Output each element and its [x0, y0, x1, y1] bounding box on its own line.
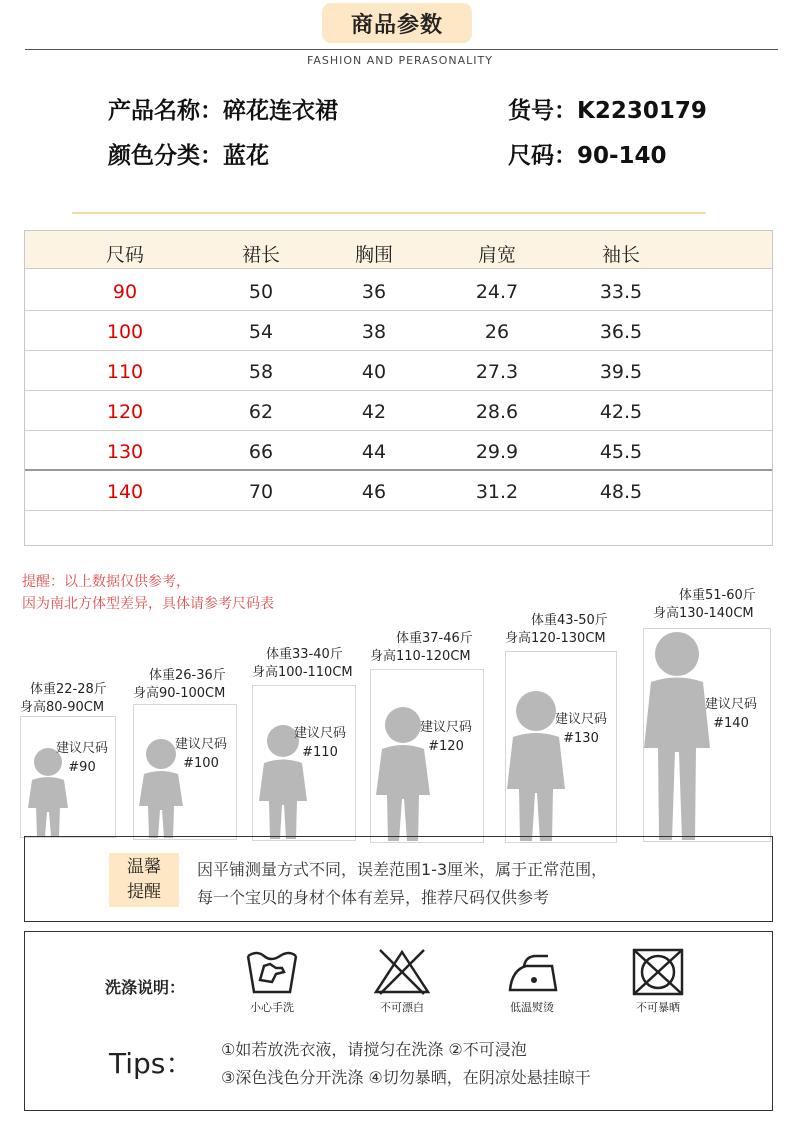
row-size: 120 [106, 401, 144, 423]
section-title: 商品参数 [322, 3, 472, 43]
row-shoulder: 27.3 [475, 361, 519, 383]
no-sun-dry-icon [628, 946, 688, 996]
kid-height: 身高80-90CM [20, 700, 105, 715]
no-bleach-icon [372, 946, 432, 996]
row-shoulder: 29.9 [475, 441, 519, 463]
kid-weight: 体重26-36斤 [149, 668, 226, 683]
wash-label: 小心手洗 [250, 1001, 294, 1014]
kid-suggest-size: #140 [713, 716, 749, 731]
kid-suggest-size: #110 [302, 745, 338, 760]
notice-tag-line-2: 提醒 [127, 882, 161, 902]
kid-suggest-label: 建议尺码 [419, 720, 472, 735]
row-sleeve: 36.5 [599, 321, 643, 343]
kid-weight: 体重22-28斤 [30, 682, 107, 697]
row-shoulder: 31.2 [475, 481, 519, 503]
row-size: 140 [106, 481, 144, 503]
row-size: 100 [106, 321, 144, 343]
kid-height: 身高90-100CM [133, 686, 226, 701]
row-bust: 40 [361, 361, 387, 383]
product-sku: 货号：K2230179 [508, 98, 707, 124]
header-bust: 胸围 [354, 244, 393, 266]
kid-suggest-label: 建议尺码 [554, 712, 607, 727]
kid-suggest-size: #100 [183, 756, 219, 771]
row-size: 110 [106, 361, 144, 383]
child-silhouette-icon [639, 628, 715, 842]
kid-weight: 体重33-40斤 [266, 647, 343, 662]
row-sleeve: 42.5 [599, 401, 643, 423]
wash-item-no-bleach [365, 946, 439, 1015]
table-row [25, 271, 772, 311]
tips-label: Tips： [109, 1047, 194, 1080]
wash-item-no-sun-dry [621, 946, 695, 1015]
wash-label: 低温熨烫 [510, 1001, 554, 1014]
wash-box [24, 931, 773, 1111]
notice-line-2: 每一个宝贝的身材个体有差异，推荐尺码仅供参考 [197, 888, 550, 907]
kid-height: 身高110-120CM [370, 649, 471, 664]
kid-height: 身高130-140CM [653, 606, 754, 621]
header-length: 裙长 [241, 244, 280, 266]
row-sleeve: 33.5 [599, 281, 643, 303]
table-header [25, 231, 772, 269]
row-shoulder: 24.7 [475, 281, 519, 303]
kid-height: 身高100-110CM [252, 665, 353, 680]
kid-suggest-size: #120 [428, 739, 464, 754]
row-length: 54 [248, 321, 274, 343]
row-bust: 38 [361, 321, 387, 343]
wash-label: 不可暴晒 [636, 1001, 680, 1014]
wash-label: 不可漂白 [380, 1001, 424, 1014]
row-size: 90 [112, 281, 138, 303]
reminder-line-2: 因为南北方体型差异，具体请参考尺码表 [22, 596, 274, 612]
kid-weight: 体重51-60斤 [679, 588, 756, 603]
row-size: 130 [106, 441, 144, 463]
tips-line-1: ①如若放洗衣液，请搅匀在洗涤 ②不可浸泡 [221, 1040, 527, 1059]
section-subtitle: FASHION AND PERASONALITY [307, 54, 493, 67]
hand-wash-icon [242, 946, 302, 996]
tips-line-2: ③深色浅色分开洗涤 ④切勿暴晒，在阴凉处悬挂晾干 [221, 1068, 591, 1087]
notice-line-1: 因平铺测量方式不同，误差范围1-3厘米，属于正常范围， [197, 860, 608, 879]
product-size-range: 尺码：90-140 [508, 143, 667, 169]
row-length: 62 [248, 401, 274, 423]
table-row [25, 351, 772, 391]
kid-suggest-label: 建议尺码 [55, 741, 108, 756]
low-iron-icon [502, 946, 562, 996]
row-bust: 42 [361, 401, 387, 423]
kid-suggest-label: 建议尺码 [174, 737, 227, 752]
wash-title: 洗涤说明： [105, 978, 186, 997]
reminder-line-1: 提醒：以上数据仅供参考， [22, 574, 190, 590]
kid-suggest-label: 建议尺码 [704, 697, 757, 712]
row-length: 66 [248, 441, 274, 463]
kid-suggest-size: #130 [563, 731, 599, 746]
row-sleeve: 45.5 [599, 441, 643, 463]
row-sleeve: 39.5 [599, 361, 643, 383]
table-row [25, 391, 772, 431]
header-size: 尺码 [105, 244, 144, 266]
kid-suggest-label: 建议尺码 [293, 726, 346, 741]
product-name: 产品名称：碎花连衣裙 [108, 98, 338, 124]
table-row [25, 311, 772, 351]
kid-weight: 体重37-46斤 [396, 631, 473, 646]
header-shoulder: 肩宽 [477, 244, 516, 266]
header-sleeve: 袖长 [601, 244, 640, 266]
kid-height: 身高120-130CM [505, 631, 606, 646]
row-bust: 36 [361, 281, 387, 303]
table-row [25, 471, 772, 511]
table-row [25, 431, 772, 471]
row-bust: 46 [361, 481, 387, 503]
notice-tag [109, 853, 179, 907]
row-bust: 44 [361, 441, 387, 463]
info-divider [72, 212, 706, 214]
row-sleeve: 48.5 [599, 481, 643, 503]
row-shoulder: 26 [484, 321, 510, 343]
kid-weight: 体重43-50斤 [531, 613, 608, 628]
notice-tag-line-1: 温馨 [127, 857, 161, 877]
kid-suggest-size: #90 [68, 760, 96, 775]
notice-box [24, 836, 773, 922]
row-length: 50 [248, 281, 274, 303]
row-length: 58 [248, 361, 274, 383]
header-divider [25, 49, 778, 50]
row-shoulder: 28.6 [475, 401, 519, 423]
wash-item-hand-wash [235, 946, 309, 1015]
wash-item-low-iron [495, 946, 569, 1015]
size-table [24, 230, 773, 546]
product-color: 颜色分类：蓝花 [108, 143, 269, 169]
row-length: 70 [248, 481, 274, 503]
